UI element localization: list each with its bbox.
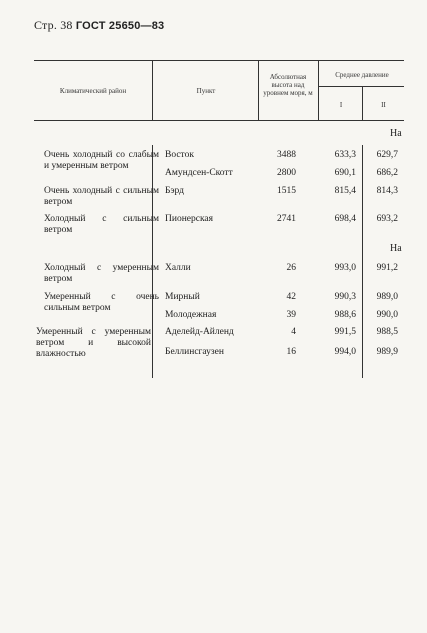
climate-cell: Умеренный с умеренным ветром и высокой влажностью: [36, 327, 151, 359]
point-cell: Восток: [165, 150, 194, 160]
pressure-ii-cell: 629,7: [376, 150, 398, 160]
header-pressure-ii: II: [381, 101, 386, 109]
climate-cell: Очень холодный с сильным ветром: [44, 186, 159, 207]
header-altitude: Абсолютная высота над уровнем моря, м: [263, 73, 313, 97]
point-cell: Мирный: [165, 292, 200, 302]
altitude-cell: 2800: [277, 168, 296, 178]
pressure-i-cell: 990,3: [334, 292, 356, 302]
altitude-cell: 3488: [277, 150, 296, 160]
altitude-cell: 39: [286, 310, 296, 320]
altitude-cell: 26: [286, 263, 296, 273]
header-col-divider-1: [152, 61, 153, 120]
header-col-divider-2: [258, 61, 259, 120]
header-mean-pressure: Среднее давление: [335, 71, 389, 79]
altitude-cell: 16: [286, 347, 296, 357]
climate-cell: Умеренный с очень сильным ветром: [44, 292, 159, 313]
point-cell: Бэрд: [165, 186, 184, 196]
pressure-ii-cell: 991,2: [376, 263, 398, 273]
pressure-i-cell: 633,3: [334, 150, 356, 160]
point-cell: Беллинсгаузен: [165, 347, 224, 357]
page-number: Стр. 38: [34, 18, 73, 32]
point-cell: Амундсен-Скотт: [165, 168, 233, 178]
unit-label-2: На: [390, 243, 402, 254]
pressure-ii-cell: 686,2: [376, 168, 398, 178]
pressure-subheader-rule: [318, 86, 404, 87]
altitude-cell: 1515: [277, 186, 296, 196]
pressure-i-cell: 993,0: [334, 263, 356, 273]
pressure-i-cell: 690,1: [334, 168, 356, 178]
point-cell: Халли: [165, 263, 191, 273]
point-cell: Аделейд-Айленд: [165, 327, 234, 337]
point-cell: Пионерская: [165, 214, 214, 224]
climate-cell: Очень холодный со слабым и умеренным ветром: [44, 150, 159, 171]
pressure-i-cell: 815,4: [334, 186, 356, 196]
table-header-bottom-rule: [34, 120, 404, 121]
unit-label-1: На: [390, 128, 402, 139]
altitude-cell: 2741: [277, 214, 296, 224]
header-col-divider-3: [318, 61, 319, 120]
body-col-divider-1: [152, 145, 153, 378]
altitude-cell: 42: [286, 292, 296, 302]
header-pressure-i: I: [339, 101, 343, 109]
pressure-ii-cell: 989,0: [376, 292, 398, 302]
climate-cell: Холодный с сильным ветром: [44, 214, 159, 235]
table-top-rule: [34, 60, 404, 61]
standard-code: ГОСТ 25650—83: [75, 20, 165, 32]
pressure-ii-cell: 814,3: [376, 186, 398, 196]
pressure-i-cell: 994,0: [334, 347, 356, 357]
pressure-ii-cell: 989,9: [376, 347, 398, 357]
climate-cell: Холодный с умеренным ветром: [44, 263, 159, 284]
header-climate-region: Климатический район: [59, 87, 127, 95]
running-head: [34, 18, 164, 33]
pressure-i-cell: 698,4: [334, 214, 356, 224]
altitude-cell: 4: [291, 327, 296, 337]
pressure-ii-cell: 990,0: [376, 310, 398, 320]
point-cell: Молодежная: [165, 310, 217, 320]
pressure-ii-cell: 988,5: [376, 327, 398, 337]
pressure-i-cell: 988,6: [334, 310, 356, 320]
header-point: Пункт: [196, 87, 216, 95]
pressure-i-cell: 991,5: [334, 327, 356, 337]
pressure-ii-cell: 693,2: [376, 214, 398, 224]
body-col-divider-2: [362, 145, 363, 378]
